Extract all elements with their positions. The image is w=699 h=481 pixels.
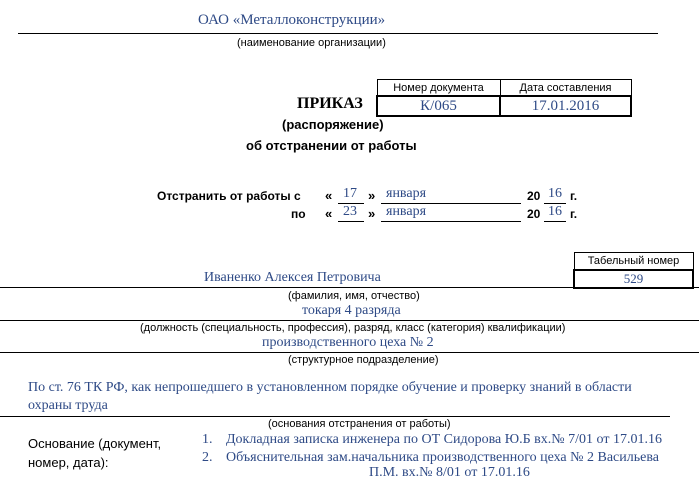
employee-position-caption: (должность (специальность, профессия), разряд, класс (категория) квалификации)	[140, 322, 566, 334]
reason-line-2: охраны труда	[28, 398, 108, 413]
to-month: января	[386, 204, 427, 219]
order-title: ПРИКАЗ	[297, 95, 363, 112]
order-subject: об отстранении от работы	[246, 138, 417, 153]
reason-line-1: По ст. 76 ТК РФ, как непрошедшего в установленном порядке обучение и проверку знаний в области	[28, 380, 632, 395]
employee-position: токаря 4 разряда	[302, 303, 401, 318]
basis-item-2-text: Объяснительная зам.начальника производственного цеха № 2 Васильева	[226, 450, 659, 465]
period-to-label: по	[291, 207, 306, 221]
to-month-underline	[381, 221, 521, 222]
basis-label-line-1: Основание (документ,	[28, 436, 162, 451]
employee-name-underline	[0, 287, 699, 288]
to-open-quote: «	[325, 206, 333, 221]
order-subtitle: (распоряжение)	[282, 117, 384, 132]
from-day: 17	[343, 186, 357, 201]
reason-caption: (основания отстранения от работы)	[268, 418, 451, 430]
basis-item-1-number: 1.	[202, 432, 213, 447]
from-close-quote: »	[368, 188, 376, 203]
to-day: 23	[343, 204, 357, 219]
from-month: января	[386, 186, 427, 201]
basis-item-2-continuation: П.М. вх.№ 8/01 от 17.01.16	[369, 465, 530, 480]
employee-name: Иваненко Алексея Петровича	[204, 270, 381, 285]
to-year-prefix: 20	[527, 207, 541, 221]
to-year-suffix: г.	[570, 207, 578, 221]
reason-underline	[0, 416, 670, 417]
employee-position-underline	[0, 320, 699, 321]
tab-number-header: Табельный номер	[574, 253, 693, 271]
document-number-table	[376, 79, 632, 117]
from-year-suffix: г.	[570, 189, 578, 203]
basis-item-1-text: Докладная записка инженера по ОТ Сидорова Ю.Б вх.№ 7/01 от 17.01.16	[226, 432, 662, 447]
tab-number-table	[573, 252, 694, 289]
number-header: Номер документа	[377, 80, 500, 97]
basis-label-line-2: номер, дата):	[28, 455, 109, 470]
from-year: 16	[548, 186, 562, 201]
to-day-underline	[338, 221, 364, 222]
employee-department-caption: (структурное подразделение)	[288, 354, 439, 366]
to-year: 16	[548, 204, 562, 219]
employee-department: производственного цеха № 2	[262, 335, 434, 350]
document-number: К/065	[377, 96, 500, 116]
to-close-quote: »	[368, 206, 376, 221]
from-year-prefix: 20	[527, 189, 541, 203]
document-date: 17.01.2016	[500, 96, 631, 116]
to-year-underline	[544, 221, 566, 222]
organization-name: ОАО «Металлоконструкции»	[198, 12, 386, 28]
organization-caption: (наименование организации)	[237, 37, 386, 49]
organization-underline	[18, 33, 658, 34]
date-header: Дата составления	[500, 80, 631, 97]
employee-department-underline	[0, 352, 699, 353]
period-from-label: Отстранить от работы с	[157, 189, 301, 203]
tab-number: 529	[574, 270, 693, 288]
from-open-quote: «	[325, 188, 333, 203]
employee-name-caption: (фамилия, имя, отчество)	[288, 290, 420, 302]
basis-item-2-number: 2.	[202, 450, 213, 465]
